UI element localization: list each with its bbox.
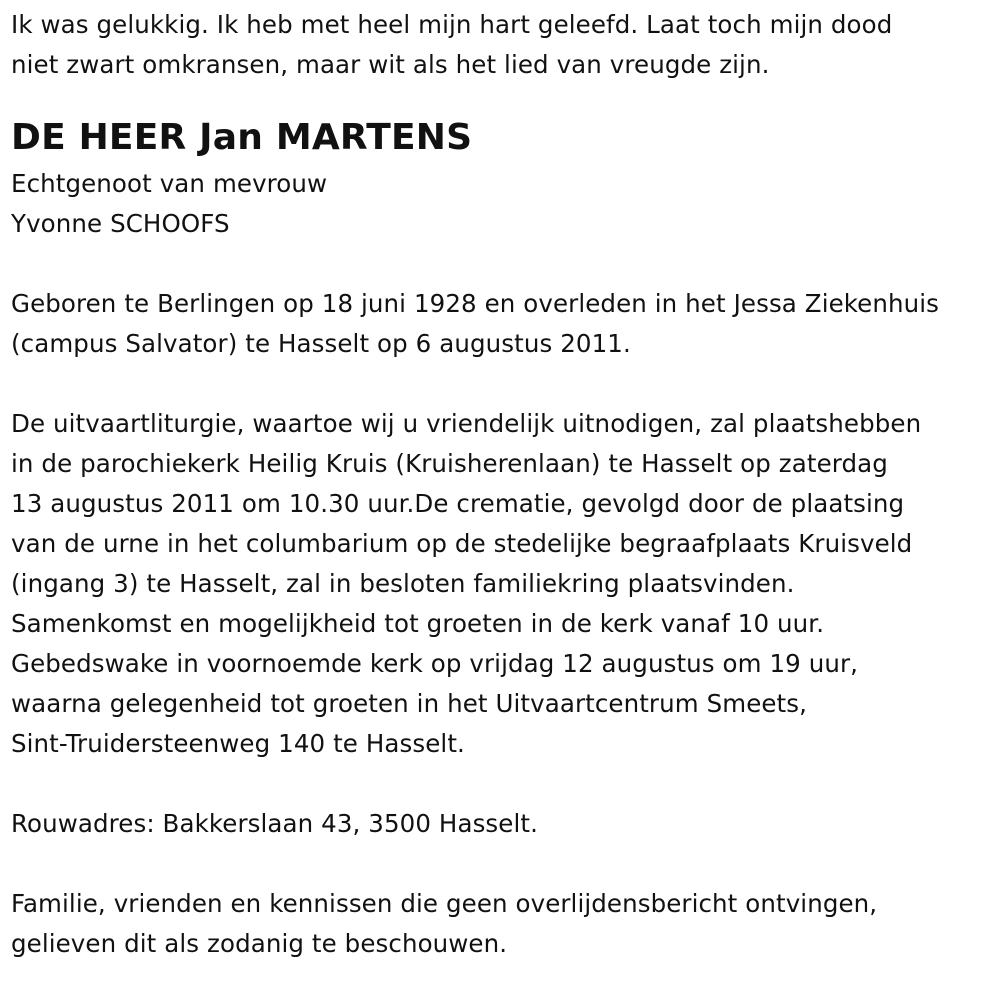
paragraph-line: waarna gelegenheid tot groeten in het Uitvaartcentrum Smeets, bbox=[11, 689, 807, 718]
paragraph-line: (campus Salvator) te Hasselt op 6 augustus 2011. bbox=[11, 329, 631, 358]
spouse-info bbox=[11, 164, 996, 244]
paragraph-line: gelieven dit als zodanig te beschouwen. bbox=[11, 929, 508, 958]
paragraph-line: Gebedswake in voornoemde kerk op vrijdag 12 augustus om 19 uur, bbox=[11, 649, 859, 678]
spacer bbox=[11, 364, 996, 404]
paragraph-line: van de urne in het columbarium op de stedelijke begraafplaats Kruisveld bbox=[11, 529, 913, 558]
deceased-name: DE HEER Jan MARTENS bbox=[11, 117, 473, 158]
mourning-address: Rouwadres: Bakkerslaan 43, 3500 Hasselt. bbox=[11, 809, 538, 838]
spouse-line: Echtgenoot van mevrouw bbox=[11, 169, 328, 198]
opening-quote bbox=[11, 5, 996, 85]
spacer bbox=[11, 244, 996, 284]
paragraph-line: Samenkomst en mogelijkheid tot groeten in de kerk vanaf 10 uur. bbox=[11, 609, 825, 638]
paragraph-line: 13 augustus 2011 om 10.30 uur.De crematie, gevolgd door de plaatsing bbox=[11, 489, 905, 518]
quote-line: niet zwart omkransen, maar wit als het lied van vreugde zijn. bbox=[11, 50, 770, 79]
paragraph-line: Sint-Truidersteenweg 140 te Hasselt. bbox=[11, 729, 465, 758]
birth-death-paragraph bbox=[11, 284, 996, 364]
quote-line: Ik was gelukkig. Ik heb met heel mijn hart geleefd. Laat toch mijn dood bbox=[11, 10, 893, 39]
paragraph-line: in de parochiekerk Heilig Kruis (Kruisherenlaan) te Hasselt op zaterdag bbox=[11, 449, 888, 478]
spacer bbox=[11, 764, 996, 804]
closing-paragraph bbox=[11, 884, 996, 964]
funeral-paragraph bbox=[11, 404, 996, 764]
spouse-name: Yvonne SCHOOFS bbox=[11, 209, 230, 238]
paragraph-line: De uitvaartliturgie, waartoe wij u vriendelijk uitnodigen, zal plaatshebben bbox=[11, 409, 922, 438]
obituary-notice bbox=[11, 0, 996, 964]
paragraph-line: Familie, vrienden en kennissen die geen overlijdensbericht ontvingen, bbox=[11, 889, 878, 918]
paragraph-line: (ingang 3) te Hasselt, zal in besloten familiekring plaatsvinden. bbox=[11, 569, 795, 598]
paragraph-line: Geboren te Berlingen op 18 juni 1928 en overleden in het Jessa Ziekenhuis bbox=[11, 289, 940, 318]
spacer bbox=[11, 844, 996, 884]
